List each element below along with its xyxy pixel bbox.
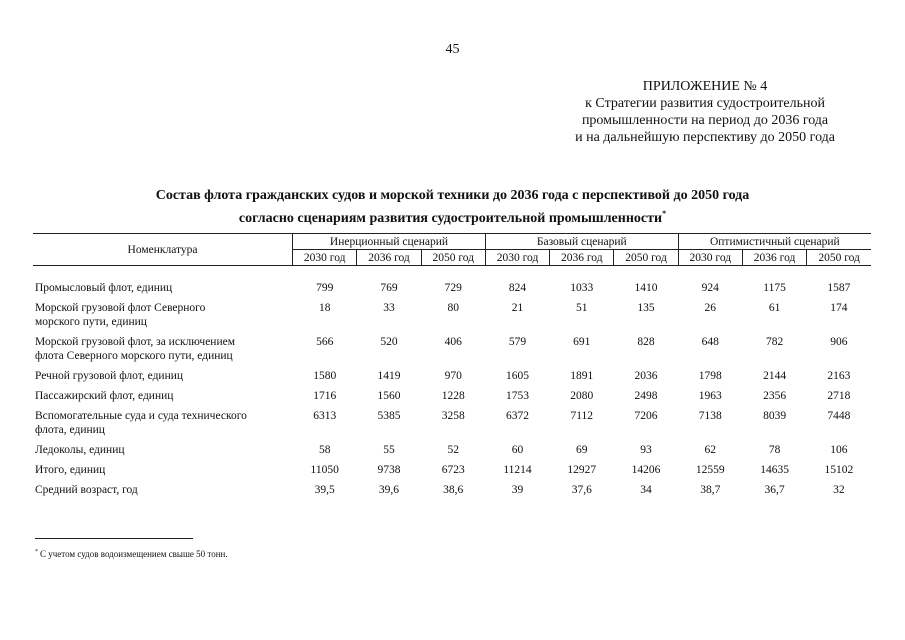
value-cell: 37,6 <box>571 484 592 496</box>
value-cell: 2144 <box>763 370 787 382</box>
row-name-line-1: Пассажирский флот, единиц <box>35 390 174 402</box>
value-cell: 970 <box>444 370 462 382</box>
footnote-text: С учетом судов водоизмещением свыше 50 тонн. <box>40 549 228 559</box>
value-cell: 18 <box>318 302 331 314</box>
value-cell: 2163 <box>827 370 851 382</box>
scenario-inertial-header: Инерционный сценарий <box>293 234 486 250</box>
title-line-2-text: согласно сценариям развития судостроительной промышленности <box>238 211 663 226</box>
year-header: 2050 год <box>807 250 871 266</box>
year-header: 2036 год <box>550 250 614 266</box>
value-cell: 906 <box>830 336 848 348</box>
row-name-line-1: Ледоколы, единиц <box>35 444 125 456</box>
row-name-cell <box>33 406 293 440</box>
row-name-line-1: Средний возраст, год <box>35 484 138 496</box>
appendix-line-4: и на дальнейшую перспективу до 2050 года <box>575 130 835 145</box>
table-row <box>33 298 871 332</box>
nomenclature-header: Номенклатура <box>33 234 293 266</box>
table-row <box>33 386 871 406</box>
value-cell: 11050 <box>310 464 339 476</box>
value-cell: 51 <box>576 302 588 314</box>
value-cell: 1228 <box>441 390 465 402</box>
value-cell: 1605 <box>506 370 529 382</box>
scenario-optimistic-header: Оптимистичный сценарий <box>678 234 871 250</box>
value-cell: 2718 <box>827 390 851 402</box>
value-cell: 1410 <box>634 282 658 294</box>
value-cell: 2036 <box>634 370 658 382</box>
value-cell: 1716 <box>313 390 337 402</box>
value-cell: 26 <box>704 302 717 314</box>
year-header: 2030 год <box>678 250 742 266</box>
value-cell: 729 <box>444 282 462 294</box>
value-cell: 14206 <box>631 464 661 476</box>
appendix-line-1: ПРИЛОЖЕНИЕ № 4 <box>642 79 768 94</box>
row-name-cell <box>33 298 293 332</box>
value-cell: 6372 <box>506 410 529 422</box>
value-cell: 39,5 <box>314 484 335 496</box>
value-cell: 2498 <box>634 390 658 402</box>
value-cell: 60 <box>511 444 524 456</box>
value-cell: 69 <box>576 444 588 456</box>
value-cell: 1753 <box>506 390 529 402</box>
table-body <box>33 266 871 501</box>
value-cell: 6313 <box>313 410 337 422</box>
value-cell: 7206 <box>634 410 658 422</box>
value-cell: 7138 <box>698 410 722 422</box>
value-cell: 648 <box>701 336 719 348</box>
value-cell: 33 <box>383 302 395 314</box>
row-name-line-1: Морской грузовой флот, за исключением <box>35 336 235 348</box>
footnote-divider <box>35 538 193 539</box>
value-cell: 38,7 <box>700 484 721 496</box>
fleet-table <box>33 233 871 500</box>
value-cell: 21 <box>511 302 524 314</box>
row-name-cell <box>33 366 293 386</box>
row-name-line-1: Морской грузовой флот Северного <box>35 302 206 314</box>
value-cell: 691 <box>573 336 591 348</box>
scenario-base-header: Базовый сценарий <box>485 234 678 250</box>
table-row <box>33 480 871 500</box>
value-cell: 58 <box>318 444 331 456</box>
value-cell: 3258 <box>441 410 465 422</box>
value-cell: 1798 <box>698 370 722 382</box>
title-footnote-marker: * <box>662 209 667 218</box>
value-cell: 1560 <box>377 390 401 402</box>
appendix-header <box>575 78 835 146</box>
value-cell: 1033 <box>570 282 594 294</box>
value-cell: 78 <box>768 444 781 456</box>
row-name-line-1: Речной грузовой флот, единиц <box>35 370 184 382</box>
value-cell: 34 <box>640 484 652 496</box>
value-cell: 1963 <box>698 390 722 402</box>
row-name-line-2: морского пути, единиц <box>35 316 147 328</box>
row-name-cell <box>33 386 293 406</box>
value-cell: 1587 <box>827 282 851 294</box>
row-name-cell <box>33 278 293 298</box>
document-title <box>0 187 905 228</box>
value-cell: 38,6 <box>443 484 464 496</box>
table-row <box>33 332 871 366</box>
table-row <box>33 440 871 460</box>
value-cell: 2356 <box>763 390 787 402</box>
year-header: 2050 год <box>614 250 678 266</box>
value-cell: 1419 <box>377 370 401 382</box>
value-cell: 769 <box>380 282 398 294</box>
table-row <box>33 460 871 480</box>
footnote-marker: * <box>35 549 38 555</box>
footnote <box>35 549 228 559</box>
title-line-2 <box>0 205 905 228</box>
value-cell: 7112 <box>570 410 594 422</box>
row-name-cell <box>33 332 293 366</box>
year-header: 2030 год <box>485 250 549 266</box>
table-row <box>33 366 871 386</box>
row-name-cell <box>33 460 293 480</box>
value-cell: 32 <box>833 484 845 496</box>
year-header: 2036 год <box>357 250 421 266</box>
value-cell: 828 <box>637 336 655 348</box>
table-header <box>33 234 871 266</box>
title-line-1: Состав флота гражданских судов и морской техники до 2036 года с перспективой до 2050 года <box>155 188 750 203</box>
value-cell: 782 <box>765 336 784 348</box>
row-name-cell <box>33 480 293 500</box>
value-cell: 2080 <box>570 390 594 402</box>
value-cell: 36,7 <box>764 484 785 496</box>
header-spacer <box>33 266 871 279</box>
value-cell: 9738 <box>377 464 401 476</box>
value-cell: 39 <box>511 484 524 496</box>
page-number: 45 <box>445 42 460 57</box>
value-cell: 106 <box>830 444 848 456</box>
value-cell: 566 <box>316 336 334 348</box>
value-cell: 14635 <box>760 464 789 476</box>
value-cell: 12559 <box>695 464 725 476</box>
value-cell: 406 <box>444 336 462 348</box>
table-row <box>33 278 871 298</box>
row-name-line-2: флота Северного морского пути, единиц <box>35 350 233 362</box>
value-cell: 93 <box>640 444 652 456</box>
value-cell: 5385 <box>377 410 401 422</box>
row-name-cell <box>33 440 293 460</box>
year-header: 2036 год <box>742 250 806 266</box>
row-name-line-1: Итого, единиц <box>35 464 106 476</box>
value-cell: 39,6 <box>378 484 400 496</box>
row-name-line-1: Вспомогательные суда и суда технического <box>35 410 247 422</box>
value-cell: 62 <box>704 444 717 456</box>
year-header: 2030 год <box>293 250 357 266</box>
value-cell: 824 <box>508 282 527 294</box>
value-cell: 15102 <box>824 464 854 476</box>
value-cell: 6723 <box>441 464 465 476</box>
value-cell: 1175 <box>763 282 786 294</box>
value-cell: 579 <box>508 336 527 348</box>
value-cell: 80 <box>447 302 459 314</box>
value-cell: 55 <box>383 444 395 456</box>
value-cell: 11214 <box>503 464 532 476</box>
year-header: 2050 год <box>421 250 485 266</box>
value-cell: 7448 <box>827 410 851 422</box>
value-cell: 12927 <box>567 464 597 476</box>
value-cell: 61 <box>768 302 781 314</box>
row-name-line-1: Промысловый флот, единиц <box>35 282 173 294</box>
value-cell: 924 <box>701 282 719 294</box>
value-cell: 52 <box>447 444 459 456</box>
value-cell: 135 <box>637 302 655 314</box>
row-name-line-2: флота, единиц <box>35 424 105 436</box>
appendix-line-3: промышленности на период до 2036 года <box>581 113 829 128</box>
table-row <box>33 406 871 440</box>
value-cell: 1891 <box>570 370 594 382</box>
appendix-line-2: к Стратегии развития судостроительной <box>585 96 825 111</box>
value-cell: 174 <box>830 302 848 314</box>
value-cell: 520 <box>380 336 398 348</box>
value-cell: 799 <box>316 282 334 294</box>
value-cell: 1580 <box>313 370 337 382</box>
value-cell: 8039 <box>763 410 787 422</box>
